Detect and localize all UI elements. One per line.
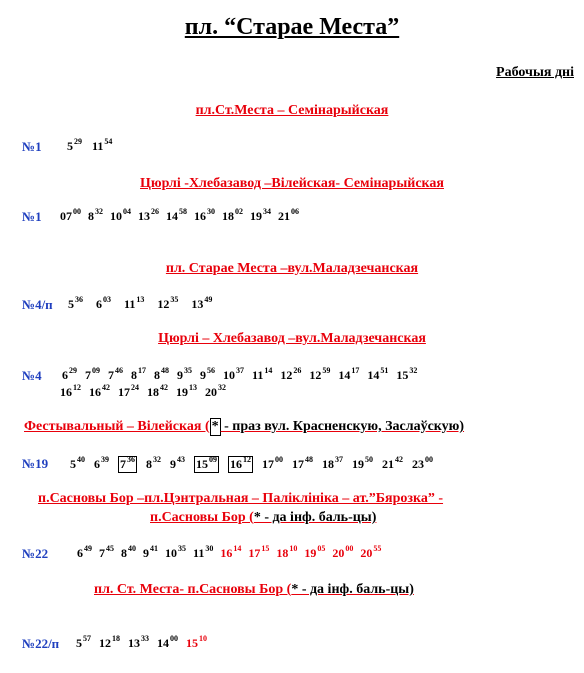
departure-time — [118, 385, 139, 400]
departure-minute: 37 — [236, 366, 244, 375]
departure-hour: 16 — [220, 546, 233, 560]
departure-hour: 16 — [194, 209, 206, 223]
departure-hour: 8 — [121, 546, 127, 560]
departure-hour: 12 — [157, 297, 170, 311]
times-r4-line1 — [62, 368, 425, 383]
departure-time — [360, 546, 381, 561]
route-number-r6: №22 — [22, 546, 49, 561]
departure-hour: 20 — [360, 546, 373, 560]
departure-time — [200, 368, 215, 383]
departure-minute: 40 — [77, 455, 85, 464]
departure-minute: 00 — [425, 455, 433, 464]
departure-hour: 17 — [262, 457, 274, 471]
departure-minute: 13 — [136, 295, 145, 304]
departure-hour: 9 — [200, 368, 206, 382]
departure-minute: 50 — [365, 455, 373, 464]
departure-minute: 12 — [243, 455, 251, 464]
departure-time — [110, 209, 131, 224]
departure-time — [96, 297, 111, 312]
departure-time — [99, 546, 114, 561]
departure-time — [108, 368, 123, 383]
departure-hour: 11 — [193, 546, 205, 560]
departure-hour: 13 — [138, 209, 150, 223]
departure-hour: 13 — [191, 297, 204, 311]
departure-hour: 13 — [128, 636, 140, 650]
departure-minute: 42 — [102, 383, 110, 392]
departure-minute: 49 — [204, 295, 213, 304]
departure-time — [205, 385, 226, 400]
departure-time — [396, 368, 417, 383]
departure-hour: 8 — [154, 368, 160, 382]
departure-minute: 41 — [150, 544, 158, 553]
departure-minute: 06 — [291, 207, 299, 216]
route-number-r4: №4 — [22, 368, 42, 383]
route-header-s6-line2 — [150, 510, 376, 526]
departure-time — [76, 636, 91, 651]
departure-minute: 36 — [75, 295, 83, 304]
departure-hour: 20 — [332, 546, 345, 560]
departure-minute: 36 — [127, 455, 135, 464]
departure-time — [248, 546, 269, 561]
route-header-s2: Цюрлі -Хлебазавод –Вілейская- Семінарыйская — [140, 176, 444, 191]
departure-time — [165, 546, 186, 561]
departure-hour: 21 — [278, 209, 290, 223]
departure-time — [186, 636, 207, 651]
departure-hour: 11 — [92, 139, 104, 153]
departure-hour: 15 — [196, 457, 208, 471]
departure-time — [250, 209, 271, 224]
departure-hour: 12 — [99, 636, 111, 650]
departure-minute: 59 — [322, 366, 331, 375]
departure-time — [193, 546, 213, 561]
departure-hour: 14 — [157, 636, 169, 650]
departure-minute: 13 — [189, 383, 197, 392]
departure-time — [352, 457, 373, 472]
departure-minute: 37 — [335, 455, 343, 464]
departure-time — [220, 546, 241, 561]
route-header-s7 — [94, 582, 414, 598]
departure-minute: 00 — [73, 207, 81, 216]
departure-time — [124, 297, 144, 312]
departure-hour: 11 — [252, 368, 264, 382]
route-header-s5-part-b: - праз вул. Красненскую, Заслаўскую) — [220, 419, 465, 434]
departure-hour: 19 — [250, 209, 262, 223]
route-number-r5: №19 — [22, 456, 49, 471]
route-header-s7-part-a: пл. Ст. Места- п.Сасновы Бор ( — [94, 582, 292, 597]
route-header-s6-line1: п.Сасновы Бор –пл.Цэнтральная – Паліклініка – ат.”Бярозка” - — [38, 491, 444, 506]
departure-hour: 15 — [396, 368, 409, 382]
departure-time — [177, 368, 192, 383]
departure-hour: 6 — [62, 368, 68, 382]
departure-minute: 42 — [160, 383, 168, 392]
departure-minute: 32 — [218, 383, 226, 392]
departure-minute: 42 — [395, 455, 403, 464]
departure-time — [262, 457, 283, 472]
departure-minute: 40 — [128, 544, 136, 553]
departure-hour: 6 — [94, 457, 100, 471]
departure-hour: 9 — [177, 368, 183, 382]
route-header-s6-part-b: * - да інф. баль-цы) — [253, 510, 377, 525]
departure-hour: 15 — [186, 636, 198, 650]
departure-time — [60, 209, 81, 224]
departure-time — [166, 209, 187, 224]
departure-time — [88, 209, 103, 224]
departure-hour: 12 — [309, 368, 322, 382]
route-header-s4: Цюрлі – Хлебазавод –вул.Маладзечанская — [158, 331, 426, 346]
departure-hour: 16 — [89, 385, 101, 399]
times-r6 — [77, 546, 388, 561]
times-r3 — [68, 297, 225, 312]
departure-hour: 23 — [412, 457, 424, 471]
departure-minute: 32 — [95, 207, 103, 216]
departure-minute: 12 — [73, 383, 81, 392]
departure-minute: 35 — [170, 295, 179, 304]
departure-time — [143, 546, 158, 561]
departure-hour: 19 — [304, 546, 317, 560]
departure-time — [309, 368, 330, 383]
departure-minute: 17 — [138, 366, 146, 375]
departure-hour: 18 — [322, 457, 334, 471]
departure-time — [222, 209, 243, 224]
departure-time — [146, 457, 161, 472]
times-r7 — [76, 636, 215, 651]
departure-minute: 26 — [151, 207, 159, 216]
departure-time — [85, 368, 100, 383]
departure-hour: 7 — [108, 368, 114, 382]
departure-time — [128, 636, 149, 651]
departure-hour: 17 — [248, 546, 261, 560]
star-marker: * — [211, 419, 219, 434]
departure-minute: 10 — [199, 634, 207, 643]
departure-minute: 32 — [153, 455, 161, 464]
departure-hour: 5 — [68, 297, 74, 311]
departure-minute: 34 — [263, 207, 271, 216]
departure-time — [252, 368, 272, 383]
departure-minute: 14 — [233, 544, 242, 553]
times-r2 — [60, 209, 306, 224]
departure-hour: 16 — [230, 457, 242, 471]
departure-time — [68, 297, 83, 312]
departure-minute: 30 — [207, 207, 215, 216]
departure-minute: 33 — [141, 634, 149, 643]
departure-minute: 45 — [106, 544, 114, 553]
departure-time — [99, 636, 120, 651]
departure-minute: 57 — [83, 634, 91, 643]
times-r4-line2 — [60, 385, 234, 400]
route-header-s1: пл.Ст.Места – Семінарыйская — [195, 103, 389, 118]
departure-time — [280, 368, 301, 383]
departure-time — [131, 368, 146, 383]
route-number-r3: №4/п — [22, 297, 53, 312]
departure-hour: 14 — [338, 368, 351, 382]
departure-time — [382, 457, 403, 472]
day-type-label: Рабочыя дні — [496, 65, 574, 80]
departure-time — [70, 457, 85, 472]
departure-minute: 26 — [293, 366, 302, 375]
departure-minute: 14 — [264, 366, 273, 375]
departure-hour: 9 — [143, 546, 149, 560]
route-header-s6-part-a: п.Сасновы Бор ( — [150, 510, 254, 525]
departure-hour: 10 — [223, 368, 235, 382]
departure-hour: 18 — [276, 546, 289, 560]
departure-time — [170, 457, 185, 472]
departure-hour: 5 — [70, 457, 76, 471]
departure-time — [223, 368, 244, 383]
departure-time — [292, 457, 313, 472]
times-r1 — [67, 139, 122, 154]
departure-time — [157, 636, 178, 651]
departure-hour: 7 — [120, 457, 126, 471]
departure-minute: 49 — [84, 544, 92, 553]
departure-minute: 17 — [351, 366, 360, 375]
departure-hour: 20 — [205, 385, 217, 399]
departure-minute: 48 — [305, 455, 313, 464]
departure-minute: 04 — [123, 207, 131, 216]
page-title: пл. “Старае Места” — [184, 14, 400, 40]
departure-time — [67, 139, 82, 154]
departure-minute: 05 — [317, 544, 326, 553]
departure-hour: 5 — [76, 636, 82, 650]
departure-minute: 46 — [115, 366, 123, 375]
departure-time — [92, 139, 112, 154]
departure-hour: 14 — [166, 209, 178, 223]
departure-minute: 43 — [177, 455, 185, 464]
departure-time — [412, 457, 433, 472]
departure-hour: 07 — [60, 209, 72, 223]
departure-time — [62, 368, 77, 383]
route-number-r7: №22/п — [22, 636, 60, 651]
departure-time — [332, 546, 353, 561]
route-number-r1: №1 — [22, 139, 42, 154]
departure-hour: 12 — [280, 368, 293, 382]
departure-hour: 10 — [110, 209, 122, 223]
departure-minute: 48 — [161, 366, 169, 375]
route-number-r2: №1 — [22, 209, 42, 224]
departure-time — [121, 546, 136, 561]
departure-time — [322, 457, 343, 472]
departure-hour: 18 — [147, 385, 159, 399]
departure-minute: 09 — [92, 366, 100, 375]
departure-minute: 54 — [104, 137, 113, 146]
route-header-s5 — [24, 418, 464, 436]
departure-time — [276, 546, 297, 561]
departure-minute: 09 — [209, 455, 217, 464]
departure-minute: 29 — [74, 137, 82, 146]
departure-minute: 55 — [373, 544, 382, 553]
departure-hour: 9 — [170, 457, 176, 471]
departure-time — [60, 385, 81, 400]
departure-time — [118, 456, 137, 473]
departure-hour: 18 — [222, 209, 234, 223]
departure-hour: 11 — [124, 297, 136, 311]
departure-minute: 00 — [345, 544, 354, 553]
departure-hour: 6 — [96, 297, 102, 311]
departure-minute: 58 — [179, 207, 187, 216]
departure-hour: 10 — [165, 546, 177, 560]
route-header-s5-part-a: Фестывальный – Вілейская ( — [24, 419, 210, 434]
departure-minute: 24 — [131, 383, 139, 392]
departure-minute: 32 — [409, 366, 418, 375]
departure-hour: 8 — [146, 457, 152, 471]
departure-minute: 29 — [69, 366, 77, 375]
departure-hour: 19 — [352, 457, 364, 471]
departure-time — [338, 368, 359, 383]
departure-minute: 02 — [235, 207, 243, 216]
departure-minute: 35 — [184, 366, 192, 375]
departure-time — [228, 456, 253, 473]
departure-hour: 16 — [60, 385, 72, 399]
departure-minute: 00 — [275, 455, 283, 464]
departure-hour: 14 — [367, 368, 380, 382]
departure-time — [367, 368, 388, 383]
departure-hour: 19 — [176, 385, 188, 399]
departure-hour: 5 — [67, 139, 73, 153]
departure-time — [194, 209, 215, 224]
departure-hour: 6 — [77, 546, 83, 560]
departure-hour: 8 — [88, 209, 94, 223]
departure-minute: 15 — [261, 544, 270, 553]
departure-time — [278, 209, 299, 224]
times-r5 — [70, 456, 442, 473]
departure-time — [154, 368, 169, 383]
departure-hour: 7 — [85, 368, 91, 382]
route-header-s7-part-b: * - да інф. баль-цы) — [291, 582, 414, 597]
departure-minute: 30 — [205, 544, 214, 553]
departure-time — [157, 297, 178, 312]
departure-time — [191, 297, 212, 312]
departure-minute: 03 — [103, 295, 111, 304]
departure-minute: 39 — [101, 455, 109, 464]
departure-minute: 18 — [112, 634, 120, 643]
departure-hour: 21 — [382, 457, 394, 471]
departure-time — [176, 385, 197, 400]
route-header-s3: пл. Старае Места –вул.Маладзечанская — [165, 261, 419, 276]
departure-time — [77, 546, 92, 561]
departure-hour: 17 — [292, 457, 304, 471]
departure-time — [89, 385, 110, 400]
departure-time — [138, 209, 159, 224]
departure-minute: 51 — [380, 366, 389, 375]
departure-minute: 56 — [207, 366, 215, 375]
departure-minute: 00 — [170, 634, 178, 643]
departure-time — [94, 457, 109, 472]
departure-hour: 7 — [99, 546, 105, 560]
departure-minute: 35 — [178, 544, 186, 553]
departure-time — [304, 546, 325, 561]
departure-hour: 8 — [131, 368, 137, 382]
departure-time — [147, 385, 168, 400]
departure-time — [194, 456, 219, 473]
departure-minute: 10 — [289, 544, 298, 553]
departure-hour: 17 — [118, 385, 130, 399]
